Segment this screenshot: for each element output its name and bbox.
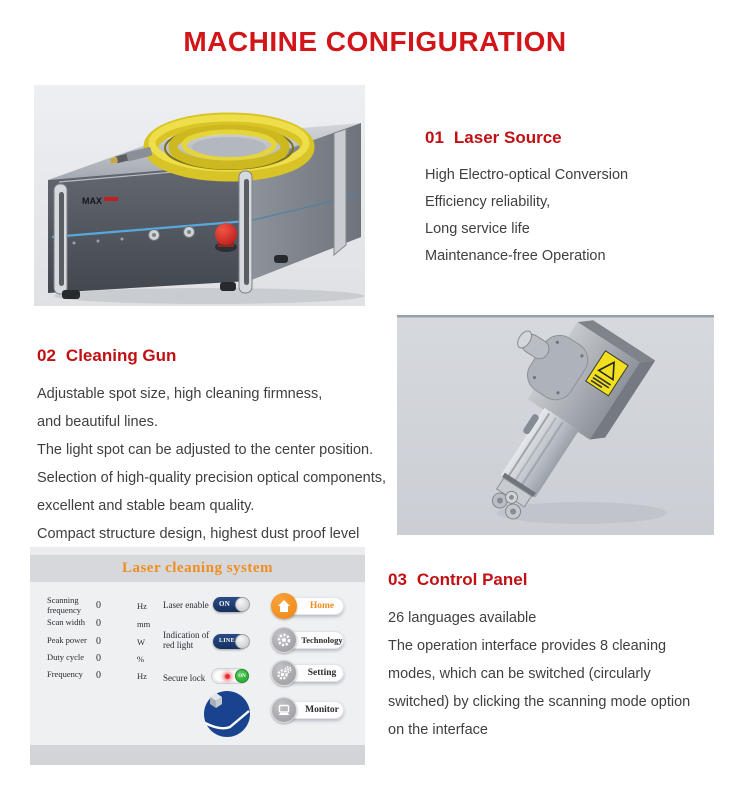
feature-line: 26 languages available: [388, 610, 537, 626]
param-value: 0: [96, 600, 101, 611]
red-light-toggle: [213, 634, 247, 649]
feature-line: High Electro-optical Conversion: [425, 167, 629, 183]
secure-lock-label: Secure lock: [163, 673, 206, 683]
home-icon: [271, 593, 297, 619]
feature-line: modes, which can be switched (circularly: [388, 666, 651, 682]
panel-header: [30, 555, 365, 582]
param-value: 0: [96, 653, 101, 664]
param-unit: W: [137, 637, 146, 647]
fiber-coil: [151, 118, 307, 174]
feature-line: Compact structure design, highest dust proof level: [37, 526, 360, 542]
red-indicator-dot: [225, 674, 230, 679]
feature-line: switched) by clicking the scanning mode option: [388, 694, 691, 710]
param-row: [30, 670, 165, 688]
section-2-number: 02: [37, 346, 56, 365]
param-label: Scan width: [47, 617, 86, 627]
param-value: 0: [96, 636, 101, 647]
emergency-stop-button: [215, 223, 237, 252]
param-label: Scanning frequency: [47, 595, 81, 615]
feature-line: Long service life: [425, 221, 530, 237]
feature-line: The light spot can be adjusted to the center position.: [37, 442, 374, 458]
laser-source-image: [34, 85, 365, 306]
feature-line: Maintenance-free Operation: [425, 248, 606, 264]
param-label: Duty cycle: [47, 652, 85, 662]
param-unit: mm: [137, 619, 151, 629]
laser-source-illustration: [34, 85, 365, 306]
section-3-number: 03: [388, 570, 407, 589]
control-panel-image: [30, 547, 365, 765]
page-title: MACHINE CONFIGURATION: [183, 26, 567, 57]
gears-icon: [271, 660, 297, 686]
section-2-title: Cleaning Gun: [65, 346, 177, 365]
panel-title: Laser cleaning system: [121, 560, 274, 576]
menu-home-button: [276, 597, 344, 615]
param-row: [30, 596, 165, 614]
param-unit: Hz: [137, 601, 147, 611]
panel-top-strip: [30, 547, 365, 555]
brand-logo-accent: [104, 197, 118, 201]
scan-mode-dial-graphic: [203, 690, 251, 738]
menu-label: Monitor: [305, 705, 339, 715]
cleaning-gun-image: [397, 315, 714, 535]
menu-monitor-button: [276, 701, 344, 719]
section-3-heading: [388, 570, 738, 590]
toggle-state: LINE: [219, 638, 235, 644]
menu-setting-button: [276, 664, 344, 682]
panel-footer-strip: [30, 745, 365, 765]
section-1-heading: [425, 128, 735, 148]
section-2-heading: [37, 346, 407, 366]
section-3-title: Control Panel: [416, 570, 528, 589]
feature-line: excellent and stable beam quality.: [37, 498, 255, 514]
laser-enable-label: Laser enable: [163, 600, 209, 610]
param-value: 0: [96, 670, 101, 681]
toggle-knob-green: ON: [235, 669, 249, 683]
monitor-icon: [271, 697, 297, 723]
param-value: 0: [96, 618, 101, 629]
param-row: [30, 618, 165, 636]
param-label: Frequency: [47, 669, 83, 679]
section-laser-source: [425, 128, 735, 270]
section-cleaning-gun: [37, 346, 407, 548]
gear-icon: [271, 627, 297, 653]
cleaning-gun-illustration: [397, 315, 714, 535]
menu-label: Technology: [301, 635, 343, 645]
section-1-number: 01: [425, 128, 444, 147]
param-unit: Hz: [137, 671, 147, 681]
feature-line: Selection of high-quality precision optical components,: [37, 470, 387, 486]
brand-logo: MAX: [82, 196, 102, 206]
toggle-knob: [235, 634, 250, 649]
menu-label: Home: [309, 601, 335, 611]
feature-line: Efficiency reliability,: [425, 194, 551, 210]
menu-label: Setting: [307, 668, 337, 678]
toggle-state: ON: [219, 600, 231, 608]
feature-line: on the interface: [388, 722, 488, 738]
secure-lock-toggle: [211, 668, 249, 684]
red-light-label: Indication of red light: [163, 630, 210, 650]
feature-line: Adjustable spot size, high cleaning firmness,: [37, 386, 323, 402]
param-unit: %: [137, 654, 145, 664]
feature-line: and beautiful lines.: [37, 414, 158, 430]
toggle-knob: [235, 597, 250, 612]
param-label: Peak power: [47, 635, 87, 645]
menu-technology-button: [276, 631, 344, 649]
section-control-panel: [388, 570, 738, 744]
laser-enable-toggle: [213, 597, 247, 612]
feature-line: The operation interface provides 8 cleaning: [388, 638, 667, 654]
section-1-title: Laser Source: [453, 128, 562, 147]
